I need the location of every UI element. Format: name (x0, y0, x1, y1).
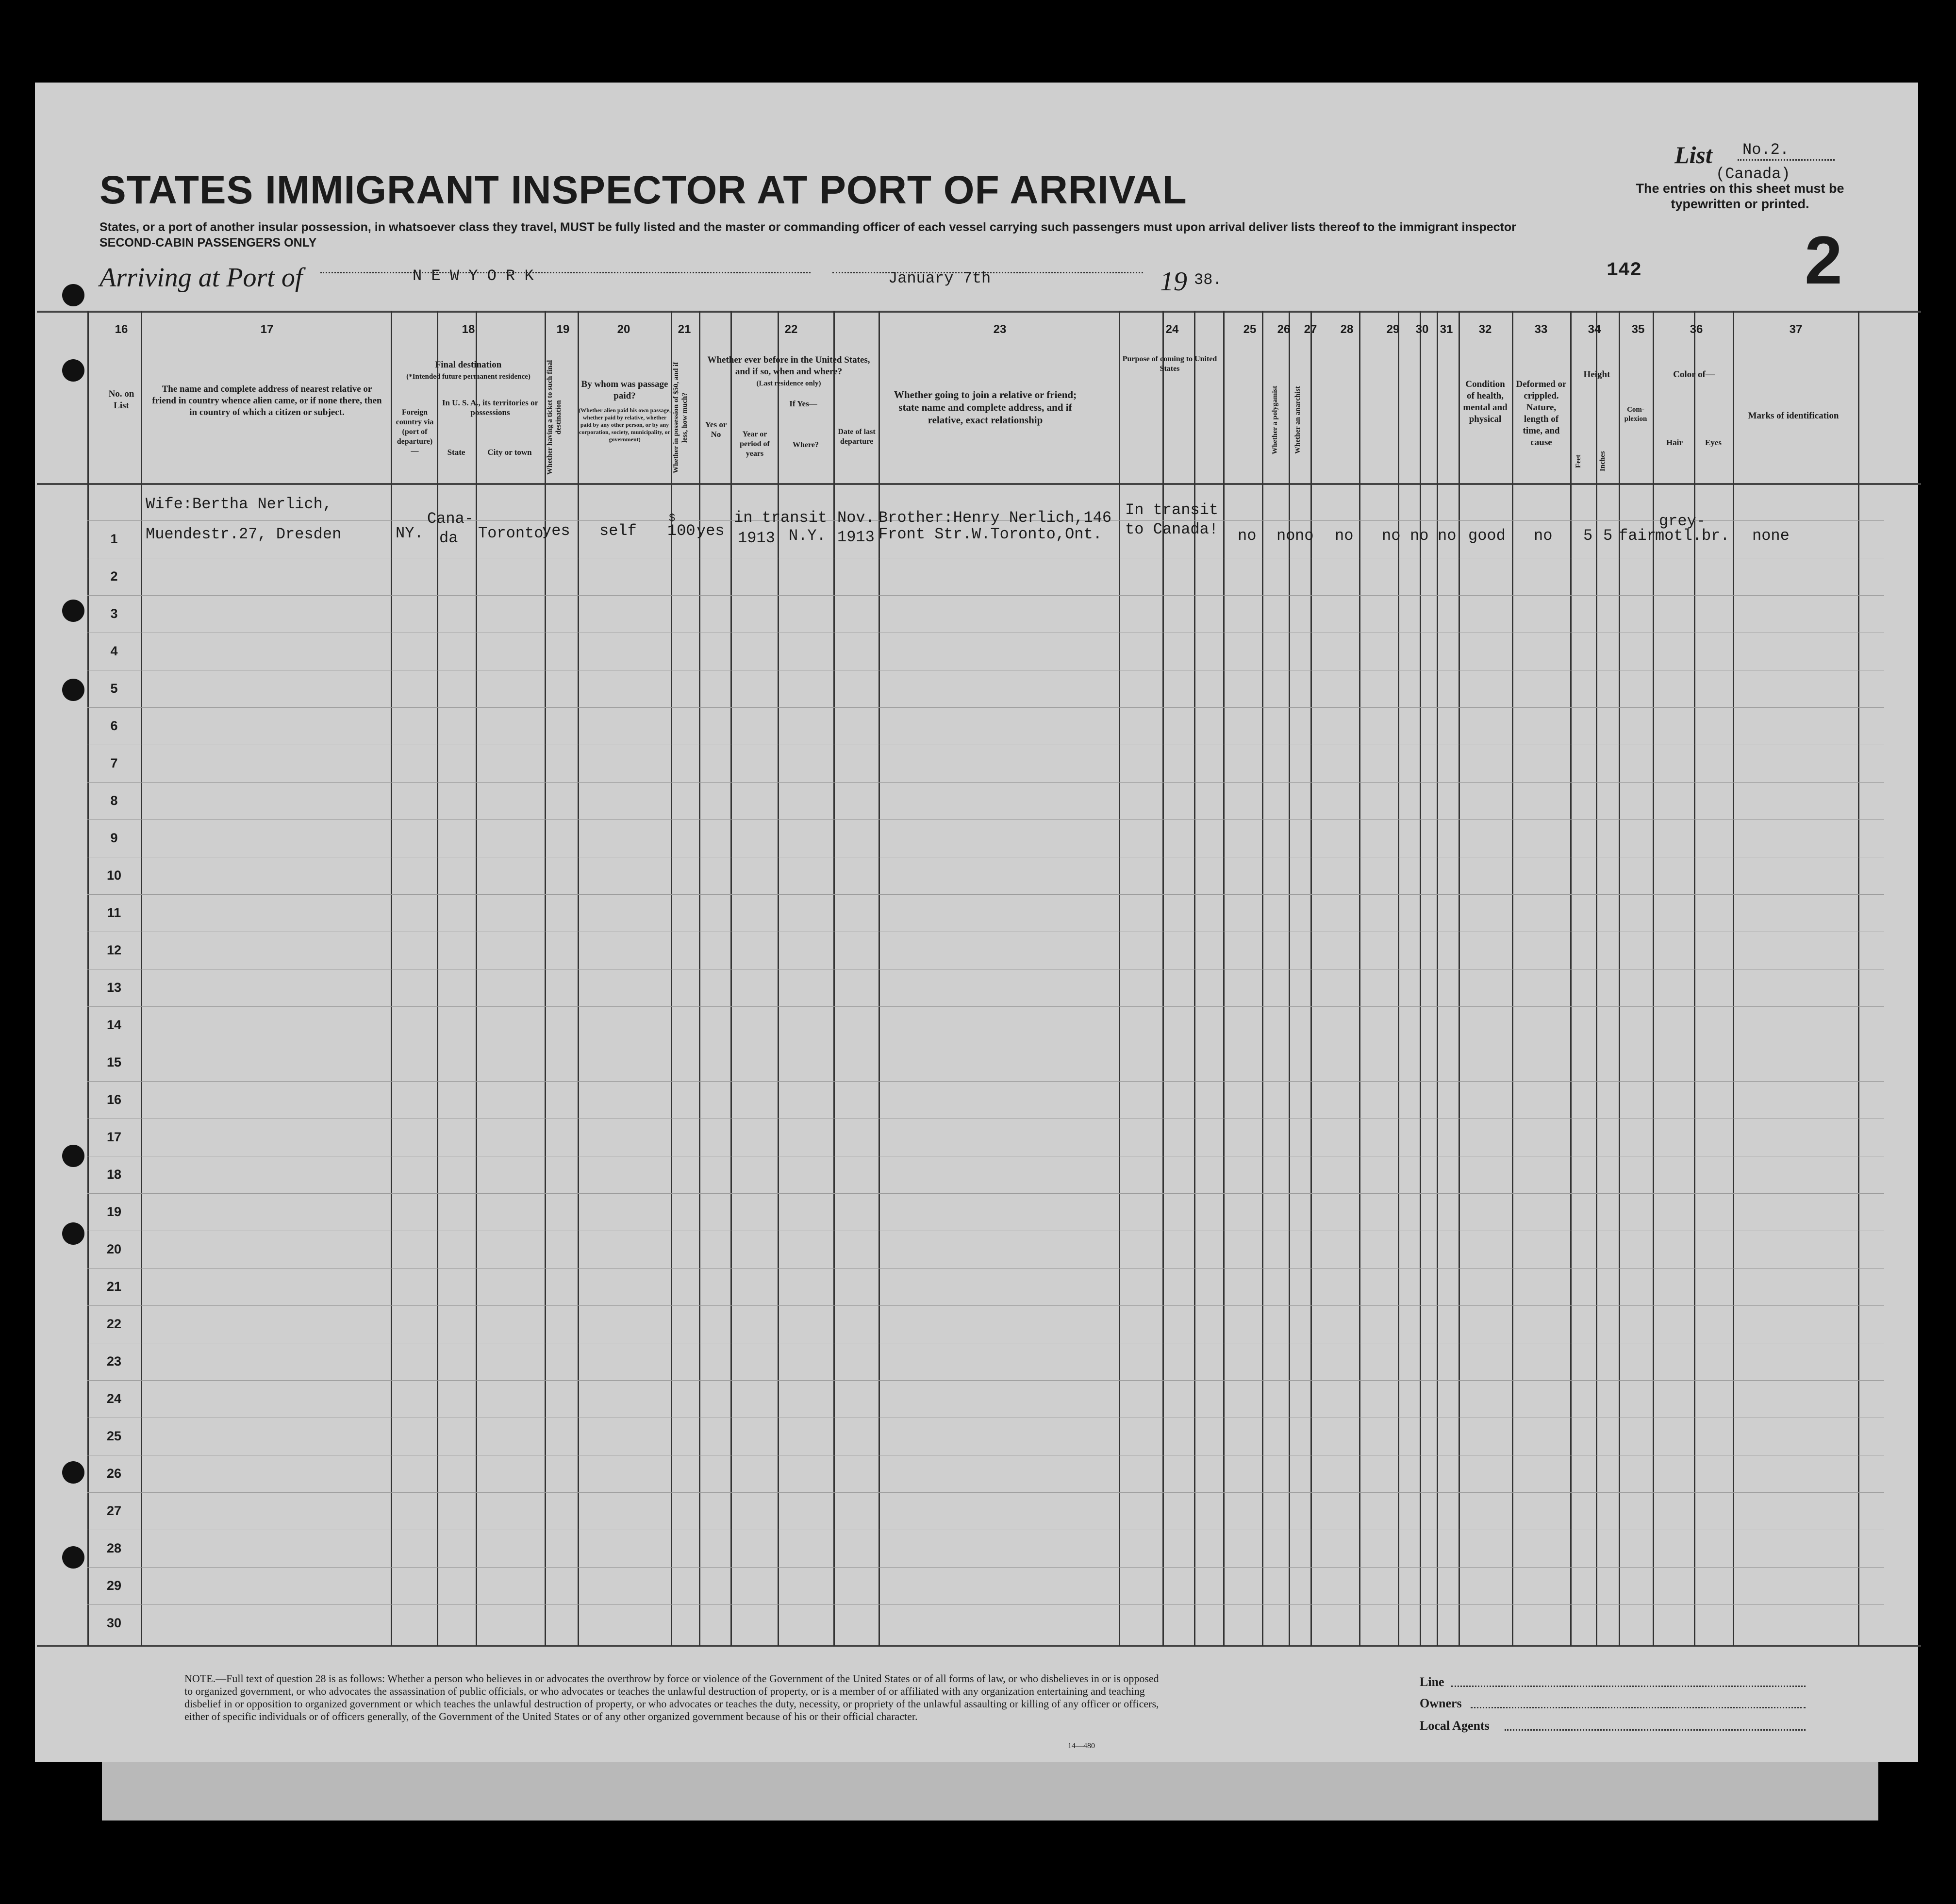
column-rule (1512, 311, 1513, 1646)
row-number: 1 (110, 532, 118, 546)
page-stamp: 142 (1607, 260, 1642, 282)
colnum-18: 18 (462, 323, 475, 336)
rule (37, 483, 1921, 485)
row-rule (87, 1380, 1884, 1381)
list-line (1738, 159, 1835, 161)
row-rule (87, 1305, 1884, 1306)
colnum-22: 22 (784, 323, 798, 336)
row-number: 27 (106, 1503, 122, 1518)
arriving-label: Arriving at Port of (99, 263, 303, 293)
colnum-37: 37 (1789, 323, 1803, 336)
header-health: Condition of health, mental and physical (1463, 379, 1508, 424)
header-deformed: Deformed or crippled. Nature, length of time, and cause (1516, 379, 1567, 448)
before-label: Whether ever before in the United States, and if so, when and where? (707, 355, 870, 377)
header-height: Height (1583, 369, 1610, 380)
column-rule (1437, 311, 1438, 1646)
punch-hole (62, 1222, 84, 1245)
row1-relative: Wife:Bertha Nerlich, (146, 495, 332, 513)
column-rule (141, 311, 142, 1646)
agents-label: Local Agents (1420, 1719, 1490, 1733)
row-rule (87, 1081, 1884, 1082)
column-rule (730, 311, 732, 1646)
row1-before: yes (696, 522, 725, 540)
row-number: 15 (106, 1055, 122, 1069)
row1-c29: no (1382, 527, 1401, 545)
line-label: Line (1420, 1675, 1444, 1689)
row1-deformed: no (1534, 527, 1553, 545)
row1-departure-a: Nov. (837, 509, 875, 527)
row-number: 25 (106, 1429, 122, 1443)
column-rule (545, 311, 546, 1646)
date-value: January 7th (888, 269, 991, 287)
row1-state-b: da (439, 529, 458, 547)
paid-by-note: (Whether alien paid his own passage, whether paid by relative, whether paid by any other person, or by any corporation, society, municipality, or government) (579, 407, 671, 443)
header-hair: Hair (1666, 438, 1683, 447)
column-rule (1596, 311, 1597, 1646)
header-inches: Inches (1599, 451, 1607, 471)
row-number: 28 (106, 1541, 122, 1555)
colnum-31: 31 (1440, 323, 1453, 336)
final-destination-label: Final destination (435, 360, 502, 370)
row-number: 7 (110, 756, 118, 770)
subtitle-line-1: States, or a port of another insular possession, in whatsoever class they travel, MUST be fully listed and the master or commanding officer of each vessel carrying such passengers must upon arrival deliver lists thereof to the immigrant inspector (99, 220, 1516, 234)
row-number: 24 (106, 1391, 122, 1406)
row1-where: N.Y. (789, 527, 826, 545)
subtitle (99, 219, 1516, 251)
header-final-destination (393, 359, 544, 383)
colnum-28: 28 (1340, 323, 1354, 336)
column-rule (1733, 311, 1734, 1646)
row1-paid-by: self (599, 522, 637, 540)
column-rule (1858, 311, 1859, 1646)
header-foreign-country: Foreign country via (port of departure)— (396, 408, 434, 455)
row-number: 6 (110, 718, 118, 733)
row1-relative-address: Muendestr.27, Dresden (146, 525, 342, 543)
row-number: 11 (107, 905, 121, 920)
sheet-underlay (102, 1762, 1878, 1820)
row-number: 26 (106, 1466, 122, 1481)
row1-c26: no (1276, 527, 1295, 545)
row1-period-a: in transit (734, 509, 828, 527)
header-anarchist: Whether an anarchist (1294, 386, 1302, 454)
header-state: State (447, 448, 465, 457)
header-relative: The name and complete address of nearest relative or friend in country whence alien came, or if none there, then in country of which a citizen or subject. (152, 384, 382, 418)
row-number: 3 (110, 606, 118, 621)
row-rule (87, 1006, 1884, 1007)
sheet-number: 2 (1805, 222, 1842, 298)
column-rule (1223, 311, 1225, 1646)
row1-eyes: motl.br. (1655, 527, 1730, 545)
row-rule (87, 819, 1884, 820)
header-no-on-list: No. on List (108, 389, 134, 411)
row-rule (87, 707, 1884, 708)
header-yes-or-no: Yes or No (705, 420, 727, 439)
row1-c30: no (1410, 527, 1429, 545)
column-rule (1459, 311, 1460, 1646)
header-if-yes: If Yes— (789, 399, 817, 408)
row-number: 8 (110, 793, 118, 808)
row-number: 16 (106, 1092, 122, 1107)
column-rule (1619, 311, 1620, 1646)
column-rule (87, 311, 89, 1646)
column-rule (1119, 311, 1120, 1646)
colnum-21: 21 (678, 323, 691, 336)
row1-health: good (1468, 527, 1506, 545)
column-rule (1262, 311, 1263, 1646)
row-number: 14 (106, 1018, 122, 1032)
agents-field[interactable] (1505, 1729, 1806, 1731)
row-number: 23 (106, 1354, 122, 1369)
row1-ticket: yes (542, 522, 570, 540)
row1-period-b: 1913 (738, 529, 775, 547)
row-number: 30 (106, 1616, 122, 1630)
list-label: List (1674, 141, 1712, 168)
port-line (320, 272, 811, 273)
year-prefix: 19 (1160, 267, 1187, 297)
colnum-27: 27 (1304, 323, 1317, 336)
column-rule (699, 311, 700, 1646)
row-rule (87, 595, 1884, 596)
column-rule (578, 311, 579, 1646)
port-value: N E W Y O R K (413, 267, 534, 285)
header-purpose: Purpose of coming to United States (1122, 355, 1217, 373)
row-rule (87, 1492, 1884, 1493)
punch-hole (62, 1145, 84, 1167)
header-in-usa: In U. S. A., its territories or possessions (442, 398, 539, 417)
row-number: 21 (106, 1279, 122, 1294)
footnote-question-28: NOTE.—Full text of question 28 is as follows: Whether a person who believes in or advocates the overthrow by force or violence of the Government of the United States or of all forms of law, or who disbelieves in or is opposed to organized government, or who advocates the assassination of public officials, or who advocates or teaches the unlawful destruction of property, or is a member of or affiliated with any organization entertaining and teaching disbelief in or opposition to organized government or which teaches the unlawful destruction of property, or who advocates or teaches the duty, necessity, or propriety of the unlawful assaulting or killing of any officer or officers, either of specific individuals or of officers generally, of the Government of the United States or of any other organized government because of his or their official character. (184, 1672, 1159, 1722)
row-number: 4 (110, 644, 118, 658)
row1-complexion: fair (1619, 527, 1656, 545)
final-destination-note: (*Intended future permanent residence) (406, 373, 530, 381)
colnum-35: 35 (1631, 323, 1645, 336)
header-feet: Feet (1575, 454, 1582, 468)
row-number: 20 (106, 1242, 122, 1256)
header-year-period: Year or period of years (740, 430, 770, 458)
column-rule (1694, 311, 1695, 1646)
colnum-33: 33 (1534, 323, 1548, 336)
year-suffix: 38. (1194, 271, 1222, 289)
header-city: City or town (487, 448, 532, 457)
row1-c27: no (1295, 527, 1314, 545)
colnum-29: 29 (1386, 323, 1400, 336)
colnum-34: 34 (1588, 323, 1601, 336)
punch-hole (62, 600, 84, 622)
before-note: (Last residence only) (756, 380, 821, 387)
row-number: 22 (106, 1317, 122, 1331)
page-title: STATES IMMIGRANT INSPECTOR AT PORT OF ARRIVAL (99, 168, 1187, 212)
row-number: 12 (106, 943, 122, 957)
subtitle-line-2: SECOND-CABIN PASSENGERS ONLY (99, 236, 317, 250)
punch-hole (62, 359, 84, 382)
row-rule (87, 782, 1884, 783)
header-complexion: Com-plexion (1624, 406, 1647, 423)
row-number: 17 (106, 1130, 122, 1144)
row1-c28: no (1335, 527, 1354, 545)
row1-money: 100 (667, 522, 696, 540)
row-number: 2 (110, 569, 118, 584)
punch-hole (62, 1461, 84, 1484)
line-field[interactable] (1451, 1686, 1806, 1687)
form-number: 14—480 (1068, 1742, 1095, 1750)
row1-feet: 5 (1583, 527, 1593, 545)
row1-purpose-a: In transit (1125, 501, 1219, 519)
punch-hole (62, 679, 84, 701)
row1-money-mark: $ (669, 512, 676, 524)
column-rule (1289, 311, 1290, 1646)
row-rule (87, 1604, 1884, 1605)
row1-inches: 5 (1603, 527, 1613, 545)
header-eyes: Eyes (1705, 438, 1722, 447)
header-joining: Whether going to join a relative or friend; state name and complete address, and if relative, exact relationship (894, 389, 1077, 426)
row1-departure-b: 1913 (837, 528, 875, 546)
list-country: (Canada) (1716, 165, 1790, 183)
header-money: Whether in possession of $50, and if less, how much? (672, 362, 689, 473)
header-where: Where? (793, 441, 819, 449)
row-rule (87, 894, 1884, 895)
row-number: 9 (110, 831, 118, 845)
colnum-36: 36 (1690, 323, 1703, 336)
header-before (701, 354, 876, 389)
list-number: No.2. (1742, 141, 1790, 159)
row1-joining-b: Front Str.W.Toronto,Ont. (879, 525, 1102, 543)
rule (37, 311, 1921, 313)
colnum-24: 24 (1165, 323, 1179, 336)
colnum-30: 30 (1415, 323, 1429, 336)
row-number: 10 (106, 868, 122, 883)
row1-state-a: Cana- (427, 510, 474, 528)
punch-hole (62, 1546, 84, 1569)
punch-hole (62, 284, 84, 306)
header-polygamist: Whether a polygamist (1271, 385, 1279, 454)
owners-label: Owners (1420, 1696, 1462, 1710)
column-rule (833, 311, 835, 1646)
row1-joining-a: Brother:Henry Nerlich,146 (879, 509, 1112, 527)
row1-via: NY. (396, 524, 424, 542)
column-rule (1653, 311, 1654, 1646)
colnum-25: 25 (1243, 323, 1257, 336)
row-number: 18 (106, 1167, 122, 1182)
column-rule (671, 311, 672, 1646)
owners-field[interactable] (1471, 1707, 1806, 1708)
colnum-17: 17 (260, 323, 274, 336)
header-paid-by (579, 379, 671, 443)
row-number: 29 (106, 1578, 122, 1593)
column-rule (391, 311, 392, 1646)
column-rule (1420, 311, 1421, 1646)
column-rule (1359, 311, 1360, 1646)
header-ticket: Whether having a ticket to such final destination (546, 360, 563, 475)
column-rule (1570, 311, 1572, 1646)
colnum-16: 16 (115, 323, 128, 336)
colnum-23: 23 (993, 323, 1007, 336)
row-rule (87, 1193, 1884, 1194)
row1-c25: no (1238, 527, 1257, 545)
header-marks: Marks of identification (1748, 411, 1839, 421)
column-rule (1398, 311, 1399, 1646)
column-rule (1310, 311, 1312, 1646)
column-rule (476, 311, 477, 1646)
colnum-32: 32 (1478, 323, 1492, 336)
row-number: 13 (106, 980, 122, 995)
colnum-19: 19 (556, 323, 570, 336)
row-rule (87, 1268, 1884, 1269)
rule (37, 1645, 1921, 1647)
row1-city: Toronto (478, 524, 544, 542)
row1-hair: grey- (1659, 512, 1706, 530)
row-number: 19 (106, 1204, 122, 1219)
colnum-26: 26 (1277, 323, 1291, 336)
header-date-departure: Date of last departure (838, 428, 876, 446)
row-rule (87, 1567, 1884, 1568)
row1-c31: no (1438, 527, 1457, 545)
colnum-20: 20 (617, 323, 630, 336)
row1-purpose-b: to Canada! (1125, 520, 1219, 538)
header-color-of: Color of— (1673, 369, 1715, 380)
paid-by-label: By whom was passage paid? (581, 379, 668, 401)
row1-marks: none (1752, 527, 1790, 545)
row-number: 5 (110, 681, 118, 696)
entries-note: The entries on this sheet must be typewritten or printed. (1636, 181, 1844, 211)
